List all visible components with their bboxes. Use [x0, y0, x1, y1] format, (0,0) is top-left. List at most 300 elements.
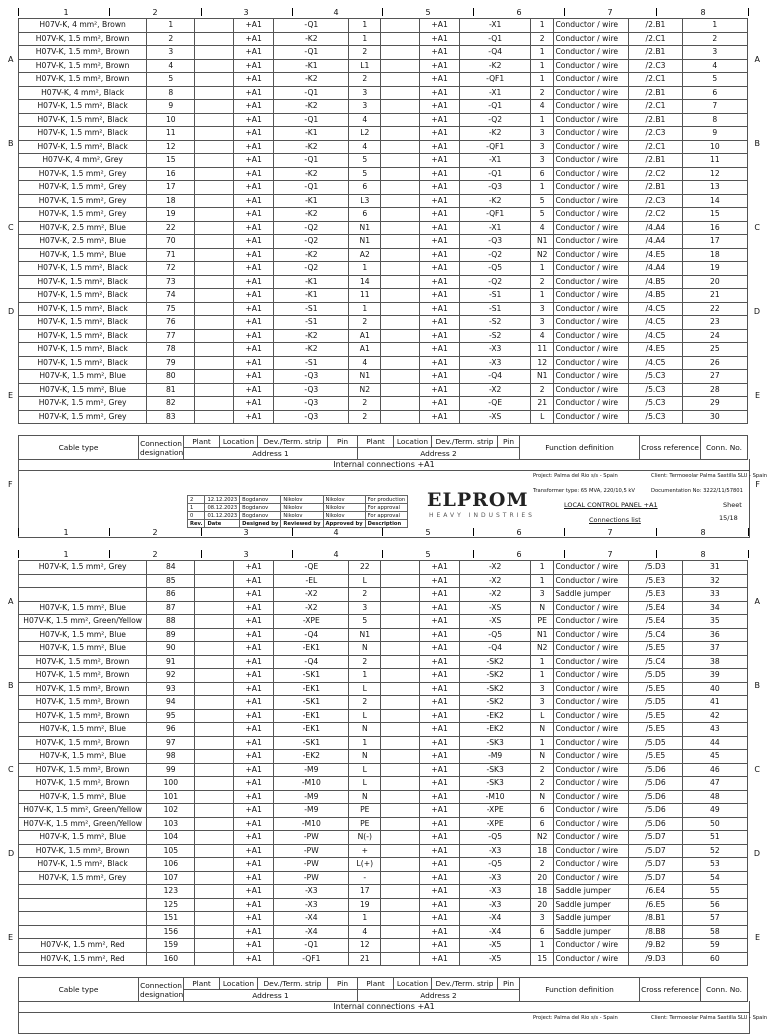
table-cell [195, 194, 233, 208]
table-row [19, 561, 748, 575]
table-cell: /5.D6 [629, 777, 682, 791]
row-letter: C [754, 765, 760, 774]
table-cell: 47 [682, 777, 747, 791]
table-cell: /4.C5 [629, 316, 682, 330]
table-cell: -QF1 [460, 140, 531, 154]
footer-label: Pin [498, 978, 520, 990]
table-row [19, 858, 748, 872]
table-cell: +A1 [419, 329, 460, 343]
table-cell [381, 777, 419, 791]
table-cell: Conductor / wire [554, 19, 629, 33]
table-cell: -M9 [274, 804, 349, 818]
table-cell: H07V-K, 1.5 mm², Red [19, 939, 147, 953]
table-cell: A2 [349, 248, 381, 262]
table-cell: Conductor / wire [554, 561, 629, 575]
table-cell: 83 [147, 410, 195, 424]
table-cell: Conductor / wire [554, 817, 629, 831]
table-cell: 14 [682, 194, 747, 208]
table-cell: H07V-K, 1.5 mm², Blue [19, 831, 147, 845]
table-cell: 30 [682, 410, 747, 424]
table-cell: 5 [349, 154, 381, 168]
column-number-header [0, 528, 768, 538]
table-cell: 35 [682, 615, 747, 629]
table-cell: N1 [349, 235, 381, 249]
table-cell: 33 [682, 588, 747, 602]
table-cell: +A1 [419, 696, 460, 710]
table-cell [381, 790, 419, 804]
table-cell [195, 939, 233, 953]
table-row [19, 750, 748, 764]
table-cell: PE [530, 615, 554, 629]
table-cell: 92 [147, 669, 195, 683]
revision-table [187, 495, 408, 528]
table-cell [195, 343, 233, 357]
table-cell [195, 831, 233, 845]
table-cell [381, 127, 419, 141]
table-cell: +A1 [233, 642, 274, 656]
table-cell: /5.E3 [629, 574, 682, 588]
revision-cell: For approval [365, 504, 408, 512]
table-cell: 11 [147, 127, 195, 141]
table-cell: +A1 [419, 844, 460, 858]
table-cell: 3 [349, 100, 381, 114]
table-cell: -PW [274, 844, 349, 858]
table-cell: -Q2 [460, 113, 531, 127]
table-cell: -S2 [460, 329, 531, 343]
table-cell: +A1 [419, 410, 460, 424]
table-cell: 1 [349, 19, 381, 33]
table-cell: Conductor / wire [554, 302, 629, 316]
table-cell: +A1 [419, 167, 460, 181]
table-cell: L [349, 682, 381, 696]
table-cell: /2.C2 [629, 208, 682, 222]
table-cell: -X3 [274, 885, 349, 899]
table-cell: -Q5 [460, 262, 531, 276]
table-cell: H07V-K, 1.5 mm², Black [19, 316, 147, 330]
column-divider [473, 528, 474, 536]
table-cell: Conductor / wire [554, 642, 629, 656]
table-cell: -K2 [274, 140, 349, 154]
table-cell: 57 [682, 912, 747, 926]
revision-cell: For production [365, 496, 408, 504]
footer-label: Pin [328, 978, 358, 990]
table-cell: -Q1 [460, 167, 531, 181]
footer-label: Cross reference [640, 436, 701, 460]
table-cell: +A1 [233, 723, 274, 737]
table-cell: 11 [349, 289, 381, 303]
table-cell: 53 [682, 858, 747, 872]
table-cell: 6 [682, 86, 747, 100]
footer-label: Location [394, 436, 432, 448]
table-footer [18, 435, 748, 460]
table-cell [381, 736, 419, 750]
table-cell: /5.D7 [629, 858, 682, 872]
row-letter: E [754, 391, 760, 400]
table-cell [195, 275, 233, 289]
table-cell: -PW [274, 871, 349, 885]
table-cell: -QF1 [460, 208, 531, 222]
table-cell: L3 [349, 194, 381, 208]
table-cell: 125 [147, 898, 195, 912]
table-row [19, 235, 748, 249]
table-cell: +A1 [233, 410, 274, 424]
table-cell: -Q1 [460, 100, 531, 114]
table-cell: -K1 [274, 275, 349, 289]
table-cell: +A1 [233, 885, 274, 899]
table-cell: +A1 [233, 208, 274, 222]
table-row [19, 73, 748, 87]
column-number: 5 [425, 8, 431, 17]
table-cell: -EK2 [460, 709, 531, 723]
table-cell: +A1 [233, 628, 274, 642]
table-row [19, 615, 748, 629]
table-cell: -K1 [274, 194, 349, 208]
table-cell: 4 [530, 221, 554, 235]
column-divider [18, 528, 19, 536]
footer-label: Conn. No. [701, 436, 748, 460]
table-cell: +A1 [233, 275, 274, 289]
table-cell: 70 [147, 235, 195, 249]
row-letter: D [8, 307, 15, 316]
table-cell: 75 [147, 302, 195, 316]
table-cell: 4 [530, 329, 554, 343]
table-cell: -X4 [274, 912, 349, 926]
table-cell [381, 356, 419, 370]
table-cell [381, 167, 419, 181]
document-number: Documentation No: 3222/11/57801 [651, 488, 743, 494]
table-cell [381, 669, 419, 683]
table-cell [195, 167, 233, 181]
column-divider [564, 8, 565, 16]
table-cell: -X2 [460, 561, 531, 575]
table-cell [381, 831, 419, 845]
table-cell: -K2 [274, 329, 349, 343]
table-cell: 29 [682, 397, 747, 411]
table-cell: 1 [349, 32, 381, 46]
table-cell: +A1 [233, 32, 274, 46]
table-cell: +A1 [233, 329, 274, 343]
table-cell: 1 [349, 262, 381, 276]
table-cell: -EK1 [274, 642, 349, 656]
table-cell [381, 262, 419, 276]
table-cell [381, 588, 419, 602]
table-cell: H07V-K, 1.5 mm², Black [19, 302, 147, 316]
table-cell: H07V-K, 1.5 mm², Black [19, 140, 147, 154]
table-cell: -Q3 [274, 397, 349, 411]
column-number: 5 [425, 528, 431, 537]
table-cell: /5.C3 [629, 383, 682, 397]
footer-label: Location [394, 978, 432, 990]
table-cell [195, 100, 233, 114]
table-cell: 3 [530, 140, 554, 154]
table-cell: +A1 [233, 750, 274, 764]
table-cell: -S1 [460, 289, 531, 303]
table-cell: +A1 [419, 750, 460, 764]
table-cell [195, 709, 233, 723]
table-cell [195, 127, 233, 141]
table-cell: 81 [147, 383, 195, 397]
table-cell: -EK1 [274, 709, 349, 723]
column-divider [18, 8, 19, 16]
table-cell: -Q3 [274, 410, 349, 424]
table-cell: +A1 [233, 262, 274, 276]
table-cell: Conductor / wire [554, 181, 629, 195]
table-cell: Conductor / wire [554, 329, 629, 343]
table-cell: H07V-K, 1.5 mm², Blue [19, 642, 147, 656]
table-cell: 90 [147, 642, 195, 656]
table-cell: 2 [349, 410, 381, 424]
table-cell: 76 [147, 316, 195, 330]
table-cell: /9.D3 [629, 952, 682, 966]
table-row [19, 383, 748, 397]
table-cell: /5.E4 [629, 601, 682, 615]
table-cell: 12 [349, 939, 381, 953]
table-cell: -SK2 [460, 669, 531, 683]
table-cell: -X4 [274, 925, 349, 939]
table-cell [381, 939, 419, 953]
table-cell: +A1 [419, 356, 460, 370]
table-cell: -X1 [460, 19, 531, 33]
table-cell [195, 912, 233, 926]
table-cell: Conductor / wire [554, 343, 629, 357]
table-cell: 1 [530, 669, 554, 683]
table-cell: 1 [530, 19, 554, 33]
table-cell: 24 [682, 329, 747, 343]
table-cell: /5.D6 [629, 817, 682, 831]
table-cell: -M10 [274, 777, 349, 791]
table-cell: 18 [530, 844, 554, 858]
table-cell: 4 [349, 356, 381, 370]
table-cell: /5.E3 [629, 588, 682, 602]
table-cell: /5.C3 [629, 410, 682, 424]
table-cell: Conductor / wire [554, 113, 629, 127]
revision-cell: Bogdanov [240, 512, 281, 520]
table-cell: H07V-K, 1.5 mm², Brown [19, 669, 147, 683]
table-cell: Conductor / wire [554, 723, 629, 737]
table-cell: 104 [147, 831, 195, 845]
table-cell: +A1 [233, 601, 274, 615]
table-cell [195, 19, 233, 33]
table-cell: 2 [530, 763, 554, 777]
table-cell: Saddle jumper [554, 912, 629, 926]
row-letter: C [8, 765, 14, 774]
table-cell [195, 736, 233, 750]
table-cell: 21 [682, 289, 747, 303]
table-cell: 1 [530, 262, 554, 276]
table-cell: Conductor / wire [554, 696, 629, 710]
table-cell: 2 [349, 696, 381, 710]
table-cell: 5 [349, 615, 381, 629]
table-cell: 3 [682, 46, 747, 60]
table-cell [381, 655, 419, 669]
footer-label: Dev./Term. strip [258, 978, 328, 990]
table-cell: 96 [147, 723, 195, 737]
column-number: 7 [607, 550, 613, 559]
table-cell: -X1 [460, 154, 531, 168]
table-cell: +A1 [233, 736, 274, 750]
table-cell: -EK1 [274, 682, 349, 696]
table-cell [195, 46, 233, 60]
table-row [19, 696, 748, 710]
column-number: 2 [152, 528, 158, 537]
revision-header-cell: Description [365, 520, 408, 528]
table-cell: +A1 [419, 642, 460, 656]
table-cell: -Q1 [274, 19, 349, 33]
table-cell: +A1 [419, 100, 460, 114]
table-row [19, 316, 748, 330]
table-cell [19, 588, 147, 602]
table-cell [381, 113, 419, 127]
table-cell: 12 [530, 356, 554, 370]
table-cell: +A1 [419, 939, 460, 953]
document-title: Connections list [589, 516, 641, 524]
table-cell: H07V-K, 1.5 mm², Grey [19, 871, 147, 885]
table-cell: -SK2 [460, 655, 531, 669]
table-cell: H07V-K, 1.5 mm², Grey [19, 208, 147, 222]
table-cell: /5.D6 [629, 763, 682, 777]
table-cell: +A1 [419, 32, 460, 46]
table-cell [19, 898, 147, 912]
table-cell: +A1 [419, 86, 460, 100]
table-cell: -PW [274, 858, 349, 872]
table-row [19, 777, 748, 791]
table-row [19, 601, 748, 615]
table-cell: +A1 [419, 885, 460, 899]
table-cell: N [530, 723, 554, 737]
revision-cell: 0 [188, 512, 205, 520]
table-cell: 1 [349, 912, 381, 926]
table-cell: +A1 [233, 561, 274, 575]
revision-cell: Nikolov [281, 504, 323, 512]
table-cell: +A1 [419, 588, 460, 602]
table-cell [381, 383, 419, 397]
table-row [19, 46, 748, 60]
table-cell: -EK1 [274, 723, 349, 737]
table-cell: +A1 [419, 763, 460, 777]
table-cell: Conductor / wire [554, 858, 629, 872]
column-number-header [0, 550, 768, 560]
table-cell: 6 [530, 167, 554, 181]
footer-label: Dev./Term. strip [432, 436, 498, 448]
row-letter: E [8, 391, 14, 400]
table-cell [195, 383, 233, 397]
table-cell: /5.E5 [629, 709, 682, 723]
table-footer [18, 977, 748, 1002]
revision-header-cell: Reviewed by [281, 520, 323, 528]
table-cell: Conductor / wire [554, 32, 629, 46]
table-cell: -SK1 [274, 669, 349, 683]
table-cell: /5.D6 [629, 790, 682, 804]
table-cell: Conductor / wire [554, 574, 629, 588]
table-cell: 3 [530, 302, 554, 316]
table-cell: N2 [349, 383, 381, 397]
table-cell [195, 32, 233, 46]
table-cell: 95 [147, 709, 195, 723]
table-row [19, 723, 748, 737]
revision-cell: 1 [188, 504, 205, 512]
table-cell: Conductor / wire [554, 235, 629, 249]
table-cell: 94 [147, 696, 195, 710]
table-cell: 52 [682, 844, 747, 858]
table-cell: +A1 [233, 858, 274, 872]
row-letter: C [754, 223, 760, 232]
table-row [19, 588, 748, 602]
table-cell: +A1 [233, 343, 274, 357]
table-row [19, 410, 748, 424]
table-cell: H07V-K, 1.5 mm², Red [19, 952, 147, 966]
table-cell: A1 [349, 329, 381, 343]
table-cell [195, 262, 233, 276]
table-cell: -K2 [274, 73, 349, 87]
table-cell: /2.C2 [629, 167, 682, 181]
table-cell [381, 343, 419, 357]
company-logo: ELPROM [427, 489, 529, 511]
table-cell: H07V-K, 1.5 mm², Grey [19, 410, 147, 424]
table-row [19, 302, 748, 316]
column-number: 1 [63, 528, 69, 537]
table-cell: -SK3 [460, 736, 531, 750]
column-number: 8 [700, 8, 706, 17]
table-cell: H07V-K, 1.5 mm², Brown [19, 696, 147, 710]
table-cell: -SK3 [460, 777, 531, 791]
table-cell: 156 [147, 925, 195, 939]
table-cell: 31 [682, 561, 747, 575]
table-cell: 59 [682, 939, 747, 953]
table-cell: +A1 [233, 763, 274, 777]
table-cell: 26 [682, 356, 747, 370]
table-cell [381, 682, 419, 696]
revision-header-cell: Date [205, 520, 240, 528]
table-cell: 159 [147, 939, 195, 953]
column-number: 8 [700, 550, 706, 559]
table-cell: -S1 [274, 316, 349, 330]
table-cell: 3 [349, 86, 381, 100]
footer-label: Dev./Term. strip [432, 978, 498, 990]
table-cell: 88 [147, 615, 195, 629]
table-cell: /2.C3 [629, 194, 682, 208]
table-cell: +A1 [419, 383, 460, 397]
table-cell [195, 588, 233, 602]
column-divider [382, 528, 383, 536]
footer-label: Function definition [520, 436, 640, 460]
table-row [19, 925, 748, 939]
table-cell: -S2 [460, 316, 531, 330]
table-cell: 6 [530, 925, 554, 939]
table-row [19, 939, 748, 953]
table-cell: 22 [682, 302, 747, 316]
table-cell: N [530, 601, 554, 615]
table-cell: - [349, 871, 381, 885]
table-cell [195, 181, 233, 195]
table-cell: 11 [530, 343, 554, 357]
table-cell: 41 [682, 696, 747, 710]
table-cell: +A1 [419, 628, 460, 642]
table-cell: 1 [530, 736, 554, 750]
table-cell [195, 723, 233, 737]
revision-cell: 01.12.2023 [205, 512, 240, 520]
table-cell: -Q1 [274, 181, 349, 195]
table-cell: -QF1 [274, 952, 349, 966]
table-cell: -Q4 [274, 655, 349, 669]
table-cell: +A1 [233, 370, 274, 384]
table-cell: 93 [147, 682, 195, 696]
table-cell [381, 370, 419, 384]
table-cell: -K1 [274, 127, 349, 141]
table-cell: H07V-K, 1.5 mm², Black [19, 356, 147, 370]
column-number: 1 [63, 550, 69, 559]
table-cell: +A1 [419, 46, 460, 60]
table-cell: +A1 [419, 343, 460, 357]
